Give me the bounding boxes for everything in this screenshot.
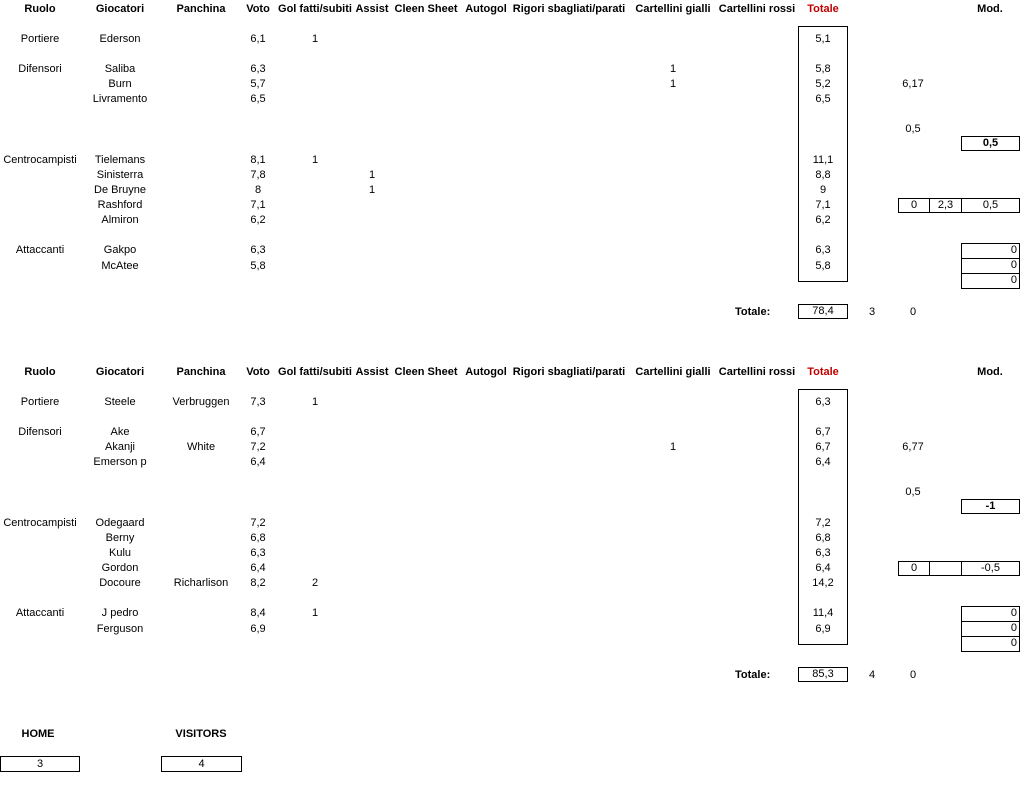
role-centrocampisti: Centrocampisti	[3, 154, 77, 166]
defense-modifier-label: 0,5	[905, 123, 921, 135]
player-name: Gordon	[101, 562, 139, 574]
team-extra: 0	[909, 306, 917, 318]
header-clean-sheet: Cleen Sheet	[394, 366, 458, 378]
player-goals: 1	[311, 396, 319, 408]
player-vote: 8,2	[250, 577, 266, 589]
header-giocatori: Giocatori	[95, 366, 145, 378]
player-total: 5,8	[815, 63, 831, 75]
player-vote: 7,8	[250, 169, 266, 181]
player-total: 6,4	[815, 562, 831, 574]
midfield-cell-3: 0,5	[961, 198, 1020, 213]
role-difensori: Difensori	[18, 426, 62, 438]
header-rigori: Rigori sbagliati/parati	[512, 3, 626, 15]
player-total: 6,9	[815, 623, 831, 635]
player-vote: 7,2	[250, 441, 266, 453]
attack-cell: 0	[961, 606, 1020, 622]
player-yellow-cards: 1	[669, 441, 677, 453]
defense-average: 6,17	[902, 78, 924, 90]
player-total: 6,3	[815, 244, 831, 256]
player-vote: 5,7	[250, 78, 266, 90]
midfield-cell-1: 0	[898, 198, 930, 213]
player-name: Odegaard	[95, 517, 145, 529]
player-name: Akanji	[105, 441, 135, 453]
player-vote: 6,4	[250, 562, 266, 574]
header-autogol: Autogol	[465, 3, 507, 15]
player-name: Docoure	[99, 577, 141, 589]
player-goals: 1	[311, 33, 319, 45]
header-rossi: Cartellini rossi	[718, 366, 796, 378]
bench-player: White	[186, 441, 216, 453]
header-totale: Totale	[807, 366, 839, 378]
player-vote: 6,3	[250, 63, 266, 75]
visitors-label: VISITORS	[175, 728, 227, 740]
midfield-cell-2	[929, 561, 962, 576]
player-total: 11,4	[812, 607, 834, 619]
header-assist: Assist	[355, 366, 389, 378]
player-total: 5,1	[815, 33, 831, 45]
player-yellow-cards: 1	[669, 63, 677, 75]
player-vote: 5,8	[250, 260, 266, 272]
team-total: 85,3	[798, 667, 848, 682]
player-total: 6,8	[815, 532, 831, 544]
player-name: Berny	[105, 532, 135, 544]
player-total: 5,2	[815, 78, 831, 90]
player-vote: 7,1	[250, 199, 266, 211]
header-totale: Totale	[807, 3, 839, 15]
player-name: J pedro	[101, 607, 139, 619]
header-assist: Assist	[355, 3, 389, 15]
header-mod: Mod.	[977, 366, 1003, 378]
bench-player: Verbruggen	[172, 396, 230, 408]
attack-cell: 0	[961, 621, 1020, 637]
player-total: 11,1	[812, 154, 834, 166]
player-vote: 6,8	[250, 532, 266, 544]
player-name: Rashford	[97, 199, 143, 211]
defense-average: 6,77	[902, 441, 924, 453]
player-total: 6,2	[815, 214, 831, 226]
player-name: Ederson	[99, 33, 141, 45]
player-name: Livramento	[92, 93, 148, 105]
player-name: Ake	[110, 426, 130, 438]
header-clean-sheet: Cleen Sheet	[394, 3, 458, 15]
player-vote: 6,5	[250, 93, 266, 105]
player-name: Kulu	[108, 547, 132, 559]
player-name: Steele	[104, 396, 136, 408]
midfield-cell-3: -0,5	[961, 561, 1020, 576]
header-giocatori: Giocatori	[95, 3, 145, 15]
attack-cell: 0	[961, 273, 1020, 289]
header-mod: Mod.	[977, 3, 1003, 15]
player-name: Sinisterra	[96, 169, 144, 181]
player-name: Saliba	[104, 63, 136, 75]
player-total: 6,3	[815, 547, 831, 559]
total-label: Totale:	[735, 306, 771, 318]
player-vote: 8,4	[250, 607, 266, 619]
player-vote: 8,1	[250, 154, 266, 166]
player-vote: 7,2	[250, 517, 266, 529]
header-panchina: Panchina	[176, 366, 226, 378]
player-name: Emerson p	[93, 456, 147, 468]
player-name: Almiron	[101, 214, 139, 226]
attack-cell: 0	[961, 258, 1020, 274]
player-total: 7,1	[815, 199, 831, 211]
player-yellow-cards: 1	[669, 78, 677, 90]
team-total: 78,4	[798, 304, 848, 319]
player-total: 9	[819, 184, 827, 196]
player-name: De Bruyne	[94, 184, 146, 196]
role-difensori: Difensori	[18, 63, 62, 75]
player-name: McAtee	[101, 260, 139, 272]
player-goals: 1	[311, 607, 319, 619]
player-total: 7,2	[815, 517, 831, 529]
player-total: 6,4	[815, 456, 831, 468]
player-total: 5,8	[815, 260, 831, 272]
role-attaccanti: Attaccanti	[15, 244, 65, 256]
header-voto: Voto	[246, 366, 270, 378]
header-autogol: Autogol	[465, 366, 507, 378]
header-voto: Voto	[246, 3, 270, 15]
attack-cell: 0	[961, 243, 1020, 259]
header-gialli: Cartellini gialli	[635, 3, 711, 15]
player-vote: 6,7	[250, 426, 266, 438]
player-total: 6,3	[815, 396, 831, 408]
player-name: Burn	[108, 78, 132, 90]
player-assist: 1	[368, 184, 376, 196]
player-total: 14,2	[812, 577, 834, 589]
player-total: 6,7	[815, 441, 831, 453]
team-goals: 3	[868, 306, 876, 318]
player-name: Gakpo	[103, 244, 137, 256]
midfield-cell-2: 2,3	[929, 198, 962, 213]
defense-modifier-label: 0,5	[905, 486, 921, 498]
player-vote: 6,1	[250, 33, 266, 45]
header-panchina: Panchina	[176, 3, 226, 15]
total-label: Totale:	[735, 669, 771, 681]
player-name: Ferguson	[96, 623, 144, 635]
player-name: Tielemans	[94, 154, 146, 166]
team-goals: 4	[868, 669, 876, 681]
home-label: HOME	[21, 728, 55, 740]
player-vote: 6,9	[250, 623, 266, 635]
totale-column-box	[798, 26, 848, 282]
player-total: 6,5	[815, 93, 831, 105]
player-vote: 7,3	[250, 396, 266, 408]
header-ruolo: Ruolo	[24, 366, 56, 378]
totale-column-box	[798, 389, 848, 645]
role-portiere: Portiere	[20, 396, 60, 408]
header-ruolo: Ruolo	[24, 3, 56, 15]
header-gol: Gol fatti/subiti	[278, 366, 352, 378]
header-rossi: Cartellini rossi	[718, 3, 796, 15]
player-vote: 6,3	[250, 547, 266, 559]
bench-player: Richarlison	[173, 577, 229, 589]
player-total: 6,7	[815, 426, 831, 438]
visitors-score: 4	[161, 756, 242, 772]
header-gialli: Cartellini gialli	[635, 366, 711, 378]
team-extra: 0	[909, 669, 917, 681]
role-portiere: Portiere	[20, 33, 60, 45]
player-goals: 1	[311, 154, 319, 166]
home-score: 3	[0, 756, 80, 772]
player-goals: 2	[311, 577, 319, 589]
player-total: 8,8	[815, 169, 831, 181]
player-vote: 6,2	[250, 214, 266, 226]
header-gol: Gol fatti/subiti	[278, 3, 352, 15]
player-vote: 6,4	[250, 456, 266, 468]
header-rigori: Rigori sbagliati/parati	[512, 366, 626, 378]
role-centrocampisti: Centrocampisti	[3, 517, 77, 529]
modifier-cell: -1	[961, 499, 1020, 514]
role-attaccanti: Attaccanti	[15, 607, 65, 619]
midfield-cell-1: 0	[898, 561, 930, 576]
player-vote: 8	[254, 184, 262, 196]
attack-cell: 0	[961, 636, 1020, 652]
player-assist: 1	[368, 169, 376, 181]
player-vote: 6,3	[250, 244, 266, 256]
modifier-cell: 0,5	[961, 136, 1020, 151]
